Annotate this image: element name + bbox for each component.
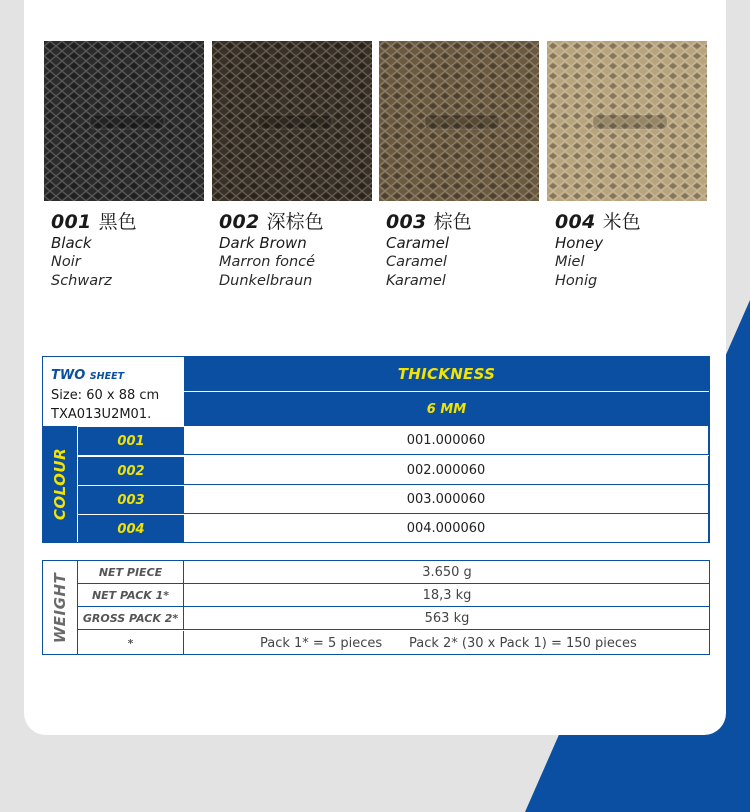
english-name: Dark Brown <box>219 234 307 252</box>
colour-side-label: COLOUR <box>42 426 77 542</box>
product-size: Size: 60 x 88 cm <box>51 388 160 403</box>
pack2-note: Pack 2* (30 x Pack 1) = 150 pieces <box>409 635 637 651</box>
weight-label-cell: GROSS PACK 2* <box>78 607 184 630</box>
german-name: Honig <box>555 273 598 289</box>
reference-value-cell: 002.000060 <box>184 456 709 485</box>
colour-code-cell: 003 <box>78 486 184 514</box>
german-name: Schwarz <box>51 273 112 289</box>
swatch-002 <box>212 41 372 201</box>
weight-side-label: WEIGHT <box>42 560 78 655</box>
swatch-label-002 <box>219 207 384 291</box>
swatch-label-001 <box>51 207 216 291</box>
colour-code-cell: 002 <box>78 457 184 485</box>
french-name: Marron foncé <box>219 254 316 270</box>
weight-value-cell: 18,3 kg <box>184 584 710 607</box>
colour-code-cell: 001 <box>78 427 184 455</box>
german-name: Karamel <box>386 273 446 289</box>
weight-value-cell: 3.650 g <box>184 561 710 584</box>
product-name: TWO SHEET <box>51 368 125 383</box>
chinese-name: 深棕色 <box>266 211 324 233</box>
texture-swatch-image <box>379 41 539 201</box>
swatch-001 <box>44 41 204 201</box>
texture-swatch-image <box>547 41 707 201</box>
texture-swatch-image <box>44 41 204 201</box>
swatch-004 <box>547 41 707 201</box>
colour-code: 003 <box>386 211 427 233</box>
english-name: Caramel <box>386 234 450 252</box>
french-name: Miel <box>555 254 585 270</box>
weight-label-cell: NET PACK 1* <box>78 584 184 607</box>
french-name: Caramel <box>386 254 447 270</box>
weight-value-cell: 563 kg <box>184 607 710 630</box>
colour-code: 001 <box>51 211 92 233</box>
swatch-label-003 <box>386 207 551 291</box>
chinese-name: 米色 <box>602 211 641 233</box>
colour-code-cell: 004 <box>78 515 184 543</box>
thickness-value: 6 MM <box>184 392 709 426</box>
swatch-label-004 <box>555 207 720 291</box>
reference-value-cell: 003.000060 <box>184 485 709 514</box>
colour-code: 004 <box>555 211 596 233</box>
english-name: Black <box>51 234 92 252</box>
chinese-name: 棕色 <box>433 211 472 233</box>
colour-code: 002 <box>219 211 260 233</box>
thickness-header: THICKNESS <box>184 356 709 391</box>
swatch-003 <box>379 41 539 201</box>
english-name: Honey <box>555 234 604 252</box>
pack1-note: Pack 1* = 5 pieces <box>260 635 383 651</box>
weight-label-cell: NET PIECE <box>78 561 184 584</box>
reference-value-cell: 004.000060 <box>184 514 709 543</box>
texture-swatch-image <box>212 41 372 201</box>
weight-note-label: * <box>78 631 184 655</box>
french-name: Noir <box>51 254 81 270</box>
chinese-name: 黑色 <box>98 211 137 233</box>
weight-note <box>184 631 710 655</box>
product-reference: TXA013U2M01. <box>51 407 152 422</box>
german-name: Dunkelbraun <box>219 273 313 289</box>
reference-value-cell: 001.000060 <box>184 426 709 455</box>
